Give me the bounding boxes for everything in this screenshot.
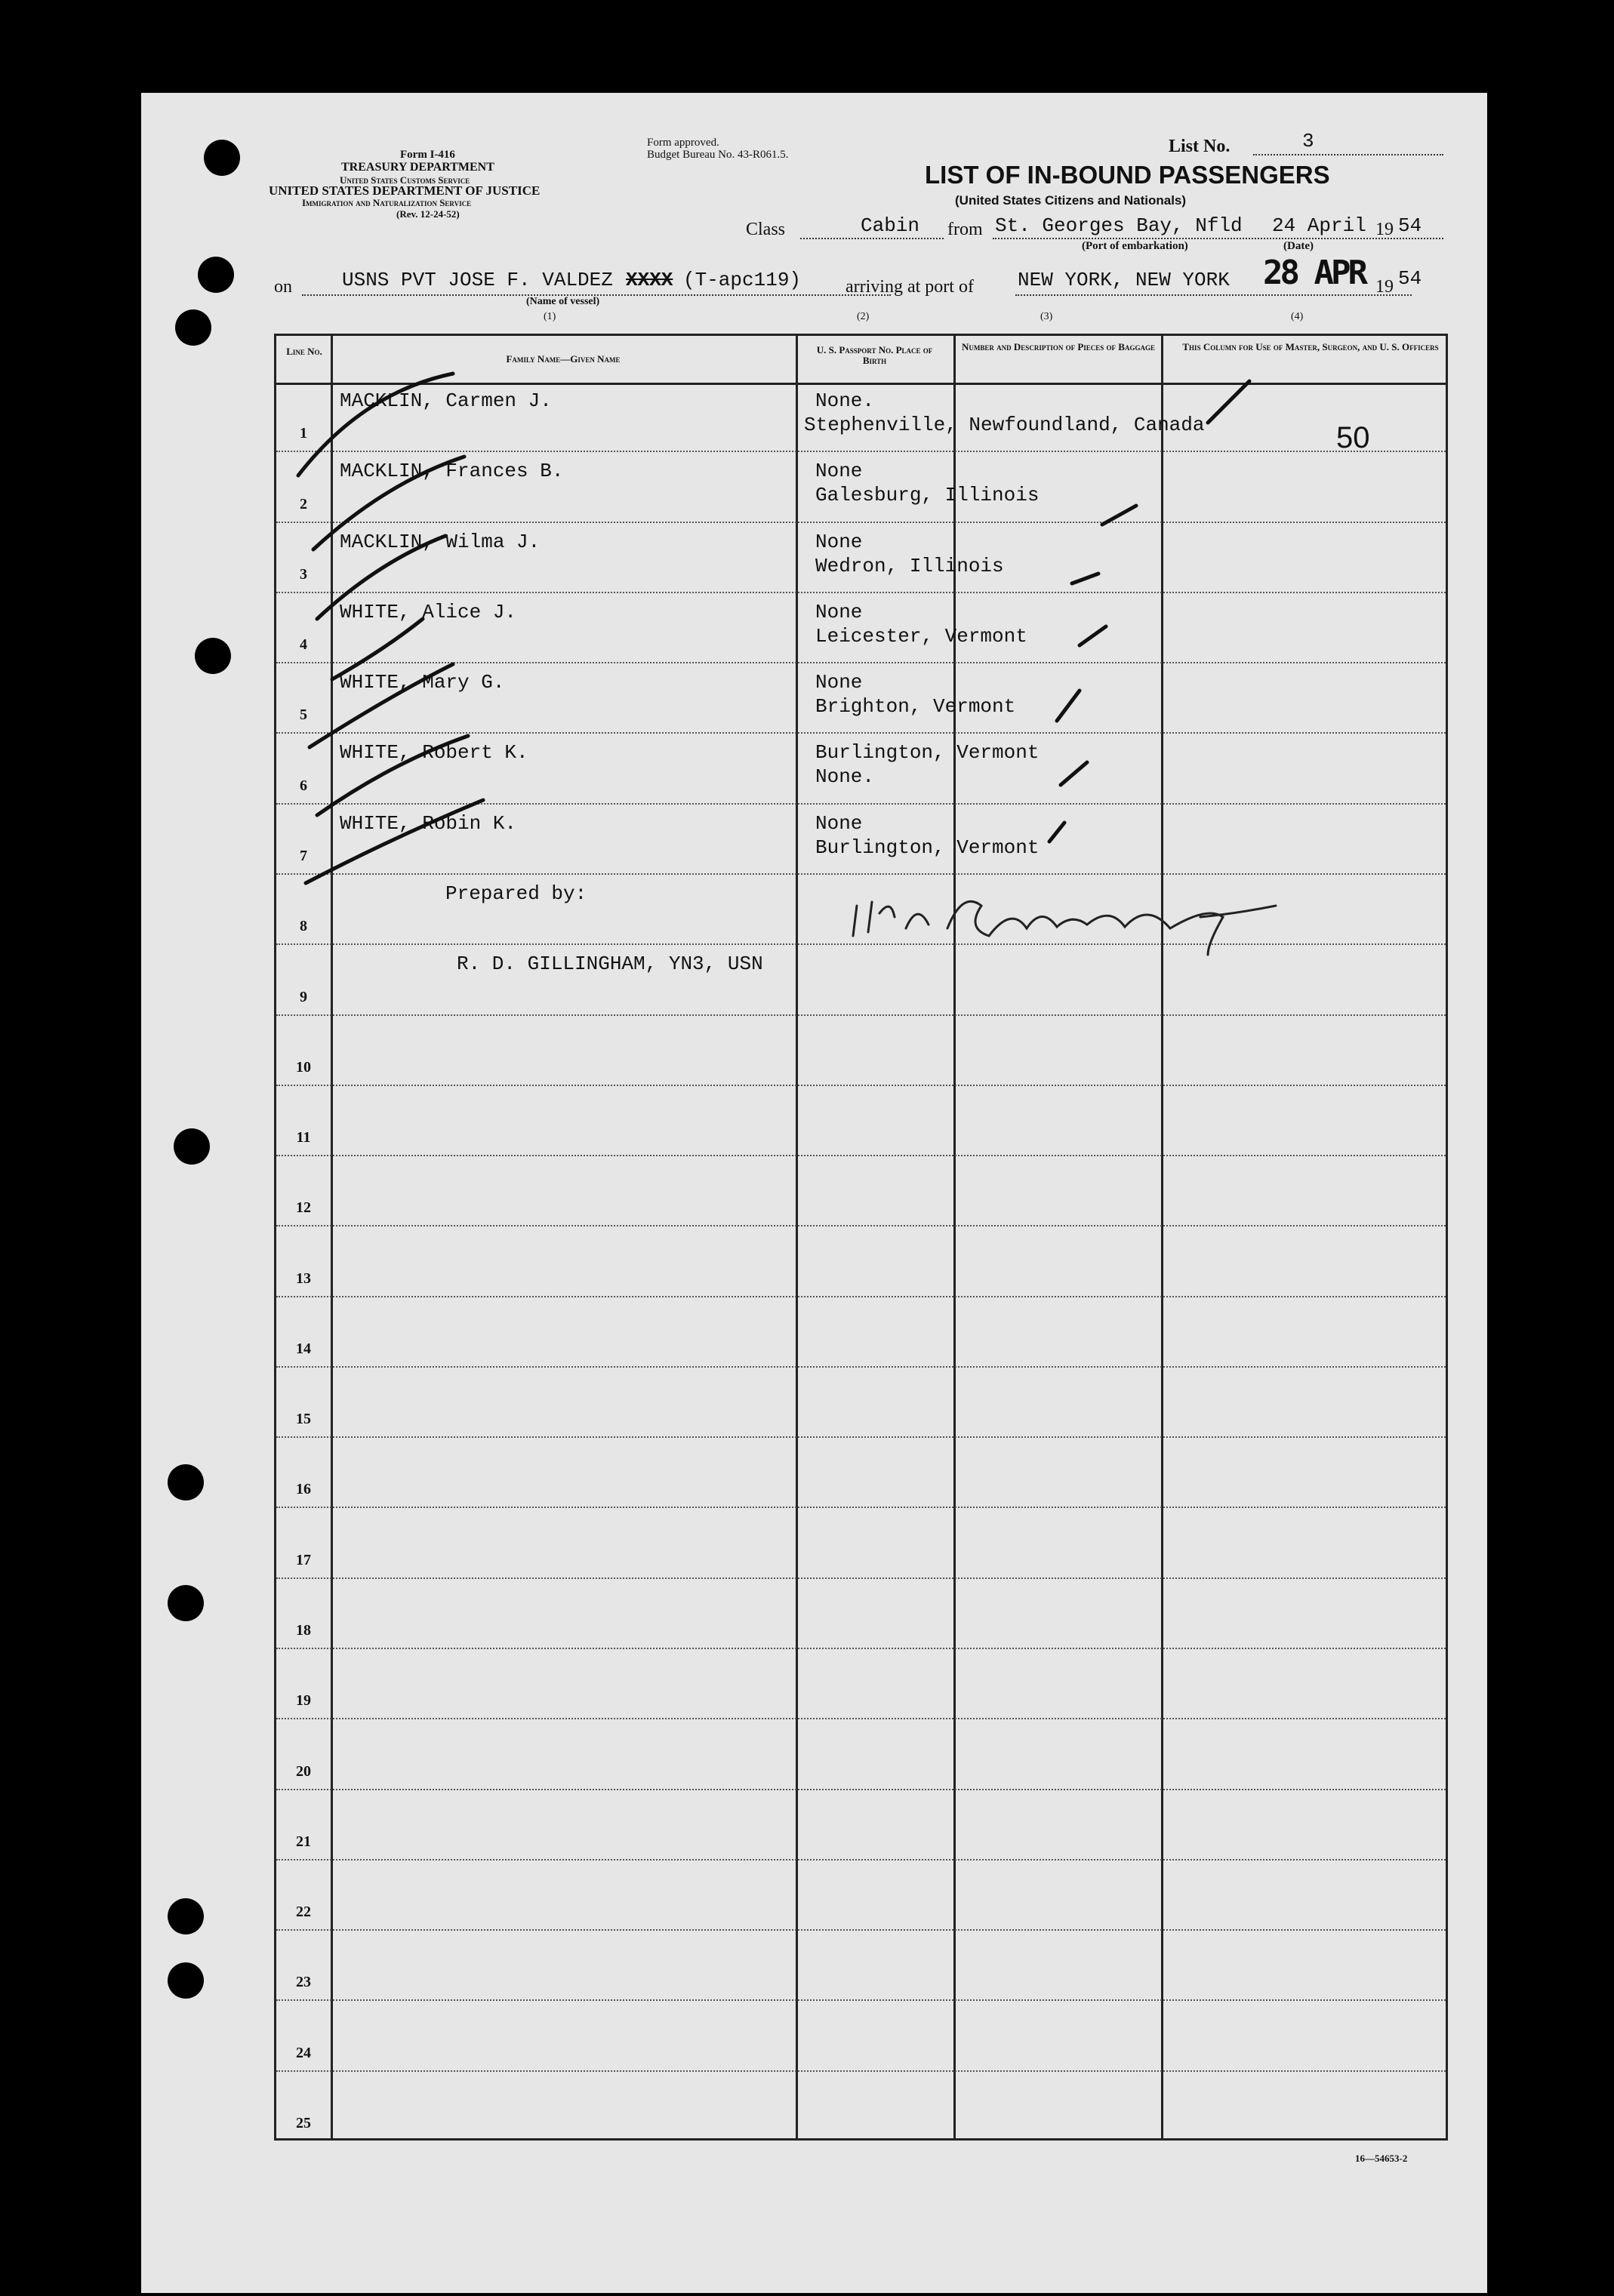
passenger-name: Prepared by:	[445, 882, 587, 905]
year-prefix: 19	[1375, 220, 1394, 239]
line-number: 24	[296, 2044, 311, 2061]
line-number: 18	[296, 1622, 311, 1639]
vessel-struck: XXXX	[626, 269, 673, 291]
line-number: 4	[300, 636, 307, 654]
passenger-name: MACKLIN, Carmen J.	[340, 389, 552, 412]
passport-line-2: Leicester, Vermont	[815, 624, 1027, 648]
line-number: 9	[300, 988, 307, 1005]
col-num-2: (2)	[857, 311, 870, 322]
arrival-year: 54	[1398, 267, 1422, 290]
footer-code: 16—54653-2	[1355, 2153, 1408, 2164]
line-number: 14	[296, 1340, 311, 1357]
passport-line-2: Wedron, Illinois	[815, 554, 1004, 577]
passport-line-1: None	[815, 671, 863, 694]
passenger-name: MACKLIN, Wilma J.	[340, 530, 541, 553]
col-passport-header: U. S. Passport No. Place of Birth	[816, 344, 933, 367]
department: TREASURY DEPARTMENT	[341, 161, 494, 174]
line-number: 23	[296, 1974, 311, 1991]
col-num-3: (3)	[1040, 311, 1053, 322]
line-number: 7	[300, 847, 307, 864]
line-number: 13	[296, 1270, 311, 1287]
line-number: 10	[296, 1058, 311, 1076]
line-number: 15	[296, 1411, 311, 1428]
line-number: 22	[296, 1904, 311, 1921]
line-number: 8	[300, 918, 307, 935]
line-number: 25	[296, 2115, 311, 2131]
passenger-name: WHITE, Mary G.	[340, 671, 505, 694]
line-number: 20	[296, 1762, 311, 1780]
col-num-4: (4)	[1291, 311, 1304, 322]
vessel-code: (T-apc119)	[683, 269, 802, 291]
class-label: Class	[746, 220, 786, 239]
line-number: 19	[296, 1692, 311, 1710]
passport-line-1: None	[815, 811, 863, 835]
col-line-header: Line No.	[286, 346, 322, 357]
passenger-name: WHITE, Robert K.	[340, 741, 528, 765]
passport-line-1: Burlington, Vermont	[815, 741, 1040, 765]
passport-line-2: Stephenville, Newfoundland, Canada	[804, 414, 1205, 436]
col-officers-header: This Column for Use of Master, Surgeon, and U. S. Officers	[1182, 341, 1439, 352]
vessel-caption: (Name of vessel)	[526, 296, 600, 307]
passenger-name: WHITE, Robin K.	[340, 811, 517, 835]
page-subtitle: (United States Citizens and Nationals)	[955, 193, 1187, 208]
vessel-name: USNS PVT JOSE F. VALDEZ	[342, 269, 613, 291]
col-num-1: (1)	[544, 311, 556, 322]
from-value: St. Georges Bay, Nfld	[995, 214, 1243, 237]
line-number: 3	[300, 565, 307, 583]
col-name-header: Family Name—Given Name	[506, 353, 621, 365]
depart-date: 24 April	[1272, 214, 1366, 237]
officer-count: 50	[1336, 421, 1370, 454]
list-label: List No.	[1169, 137, 1231, 156]
line-number: 21	[296, 1833, 311, 1850]
passport-line-1: None	[815, 530, 863, 553]
passenger-name: R. D. GILLINGHAM, YN3, USN	[457, 953, 763, 976]
passenger-name: WHITE, Alice J.	[340, 600, 517, 623]
revision: (Rev. 12-24-52)	[396, 208, 460, 220]
date-caption: (Date)	[1283, 240, 1314, 252]
form-number: Form I-416	[400, 149, 455, 161]
line-number: 1	[300, 425, 307, 442]
line-number: 17	[296, 1551, 311, 1568]
port-caption: (Port of embarkation)	[1082, 240, 1188, 252]
class-value: Cabin	[861, 214, 920, 237]
list-number: 3	[1302, 130, 1314, 152]
line-number: 2	[300, 495, 307, 512]
line-number: 12	[296, 1199, 311, 1217]
passport-line-2: Galesburg, Illinois	[815, 484, 1040, 507]
passenger-name: MACKLIN, Frances B.	[340, 460, 564, 483]
dept-justice: UNITED STATES DEPARTMENT OF JUSTICE	[269, 183, 541, 198]
arriving-label: arriving at port of	[846, 277, 974, 297]
arrival-year-prefix: 19	[1375, 277, 1394, 297]
passport-line-1: None	[815, 600, 863, 623]
passport-line-1: None	[815, 460, 863, 483]
col-baggage-header: Number and Description of Pieces of Baggage	[962, 341, 1155, 352]
page-title: LIST OF IN-BOUND PASSENGERS	[925, 161, 1330, 189]
depart-year: 54	[1398, 214, 1422, 237]
line-number: 6	[300, 777, 307, 794]
passport-line-2: None.	[815, 765, 875, 789]
from-label: from	[947, 220, 983, 239]
form-approved: Form approved.	[647, 137, 719, 149]
customs-service: United States Customs Service	[340, 174, 470, 186]
passport-line-2: Burlington, Vermont	[815, 836, 1040, 859]
line-number: 11	[296, 1129, 311, 1146]
on-label: on	[274, 277, 292, 297]
budget-bureau: Budget Bureau No. 43-R061.5.	[647, 149, 789, 161]
passport-line-1: None.	[815, 389, 875, 412]
ins: Immigration and Naturalization Service	[302, 197, 472, 208]
arrival-stamp: 28 APR	[1263, 254, 1365, 292]
line-number: 5	[300, 706, 307, 724]
arrival-port: NEW YORK, NEW YORK	[1018, 269, 1230, 291]
passport-line-2: Brighton, Vermont	[815, 695, 1016, 719]
line-number: 16	[296, 1481, 311, 1498]
